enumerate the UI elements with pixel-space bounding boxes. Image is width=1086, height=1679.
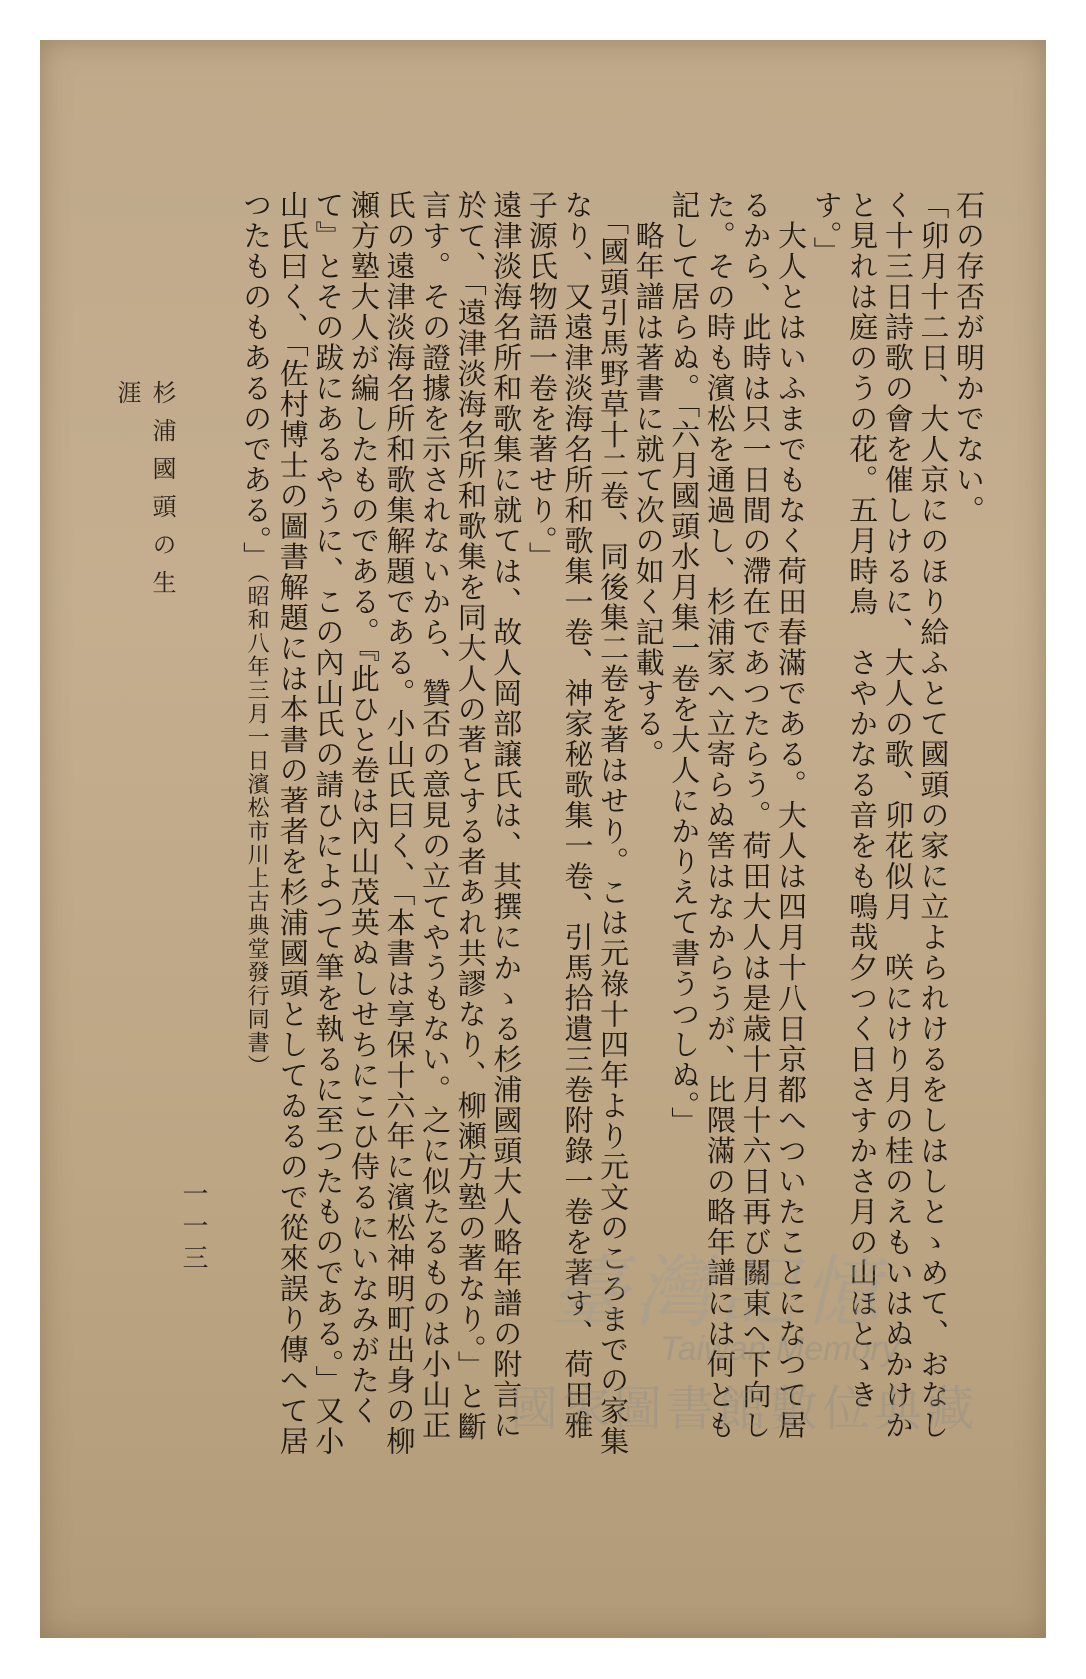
- paragraph: 大人とはいふまでもなく荷田春滿である。大人は四月十八日京都へついたことになつて居るから、此時は只一日間の滯在であつたらう。荷田大人は是歳十月十六日再び關東へ下向した。その時も濱松を通過し、杉浦家へ立寄らぬ筈はなからうが、比隈滿の略年譜には何とも記して居らぬ。「六月國頭水月集一卷を大人にかりえて書うつしぬ。」: [667, 190, 809, 1441]
- paragraph: 略年譜は著書に就て次の如く記載する。: [631, 190, 666, 770]
- scanned-page: [40, 40, 1046, 1638]
- vertical-body-text: [113, 190, 986, 1460]
- paragraph: 石の存否が明かでない。: [952, 190, 986, 526]
- paragraph: [238, 190, 524, 1460]
- paragraph: 「國頭引馬野草十二卷、同後集二卷を著はせり。こは元祿十四年より元文のころまでの家集なり、又遠津淡海名所和歌集一卷、神家秘歌集一卷、引馬拾遺三卷附錄一卷を著す、荷田雅子源氏物語一卷を著せり。」: [524, 190, 631, 1457]
- citation-note: （昭和八年三月一日濱松市川上古典堂發行同書）: [244, 572, 270, 1078]
- page-number: 一一三: [178, 1180, 208, 1276]
- watermark-subtitle: Taiwan Memory: [660, 1330, 899, 1368]
- running-head: 杉浦國頭の生涯: [113, 380, 176, 608]
- paragraph-text: 遠津淡海名所和歌集に就ては、故人岡部譲氏は、其撰にかゝる杉浦國頭大人略年譜の附言に於て、「遠津淡海名所和歌集を同大人の著とする者あれ共謬なり、柳瀬方塾の著なり。」と斷言す。その證據を示されないから、贊否の意見の立てやうもない。之に似たるものは小山正氏の遠津淡海名所和歌集解題である。小山氏曰く、「本書は享保十六年に濱松神明町出身の柳瀬方塾大人が編したものである。『此ひと卷は內山茂英ぬしせちにこひ侍るにいなみがたくて』とその跋にあるやうに、この內山氏の請ひによつて筆を執るに至つたものである。」又小山氏曰く、「佐村博士の圖書解題には本書の著者を杉浦國頭としてゐるので從來誤り傳へて居つたものもあるのである。」: [239, 190, 524, 1457]
- paragraph: 「卯月十二日、大人京にのほり給ふとて國頭の家に立よられけるをしはしとゝめて、おなしく十三日詩歌の會を催しけるに、大人の歌、卯花似月 咲にけり月の桂のえもいはぬかけかと見れは庭のうの花。五月時鳥 さやかなる音をも鳴哉夕つく日さすかさ月の山ほとゝきす。」: [809, 190, 951, 1441]
- watermark-title: 臺灣記憶: [550, 1248, 887, 1338]
- watermark-organization: 國家圖書館數位典藏: [510, 1381, 979, 1437]
